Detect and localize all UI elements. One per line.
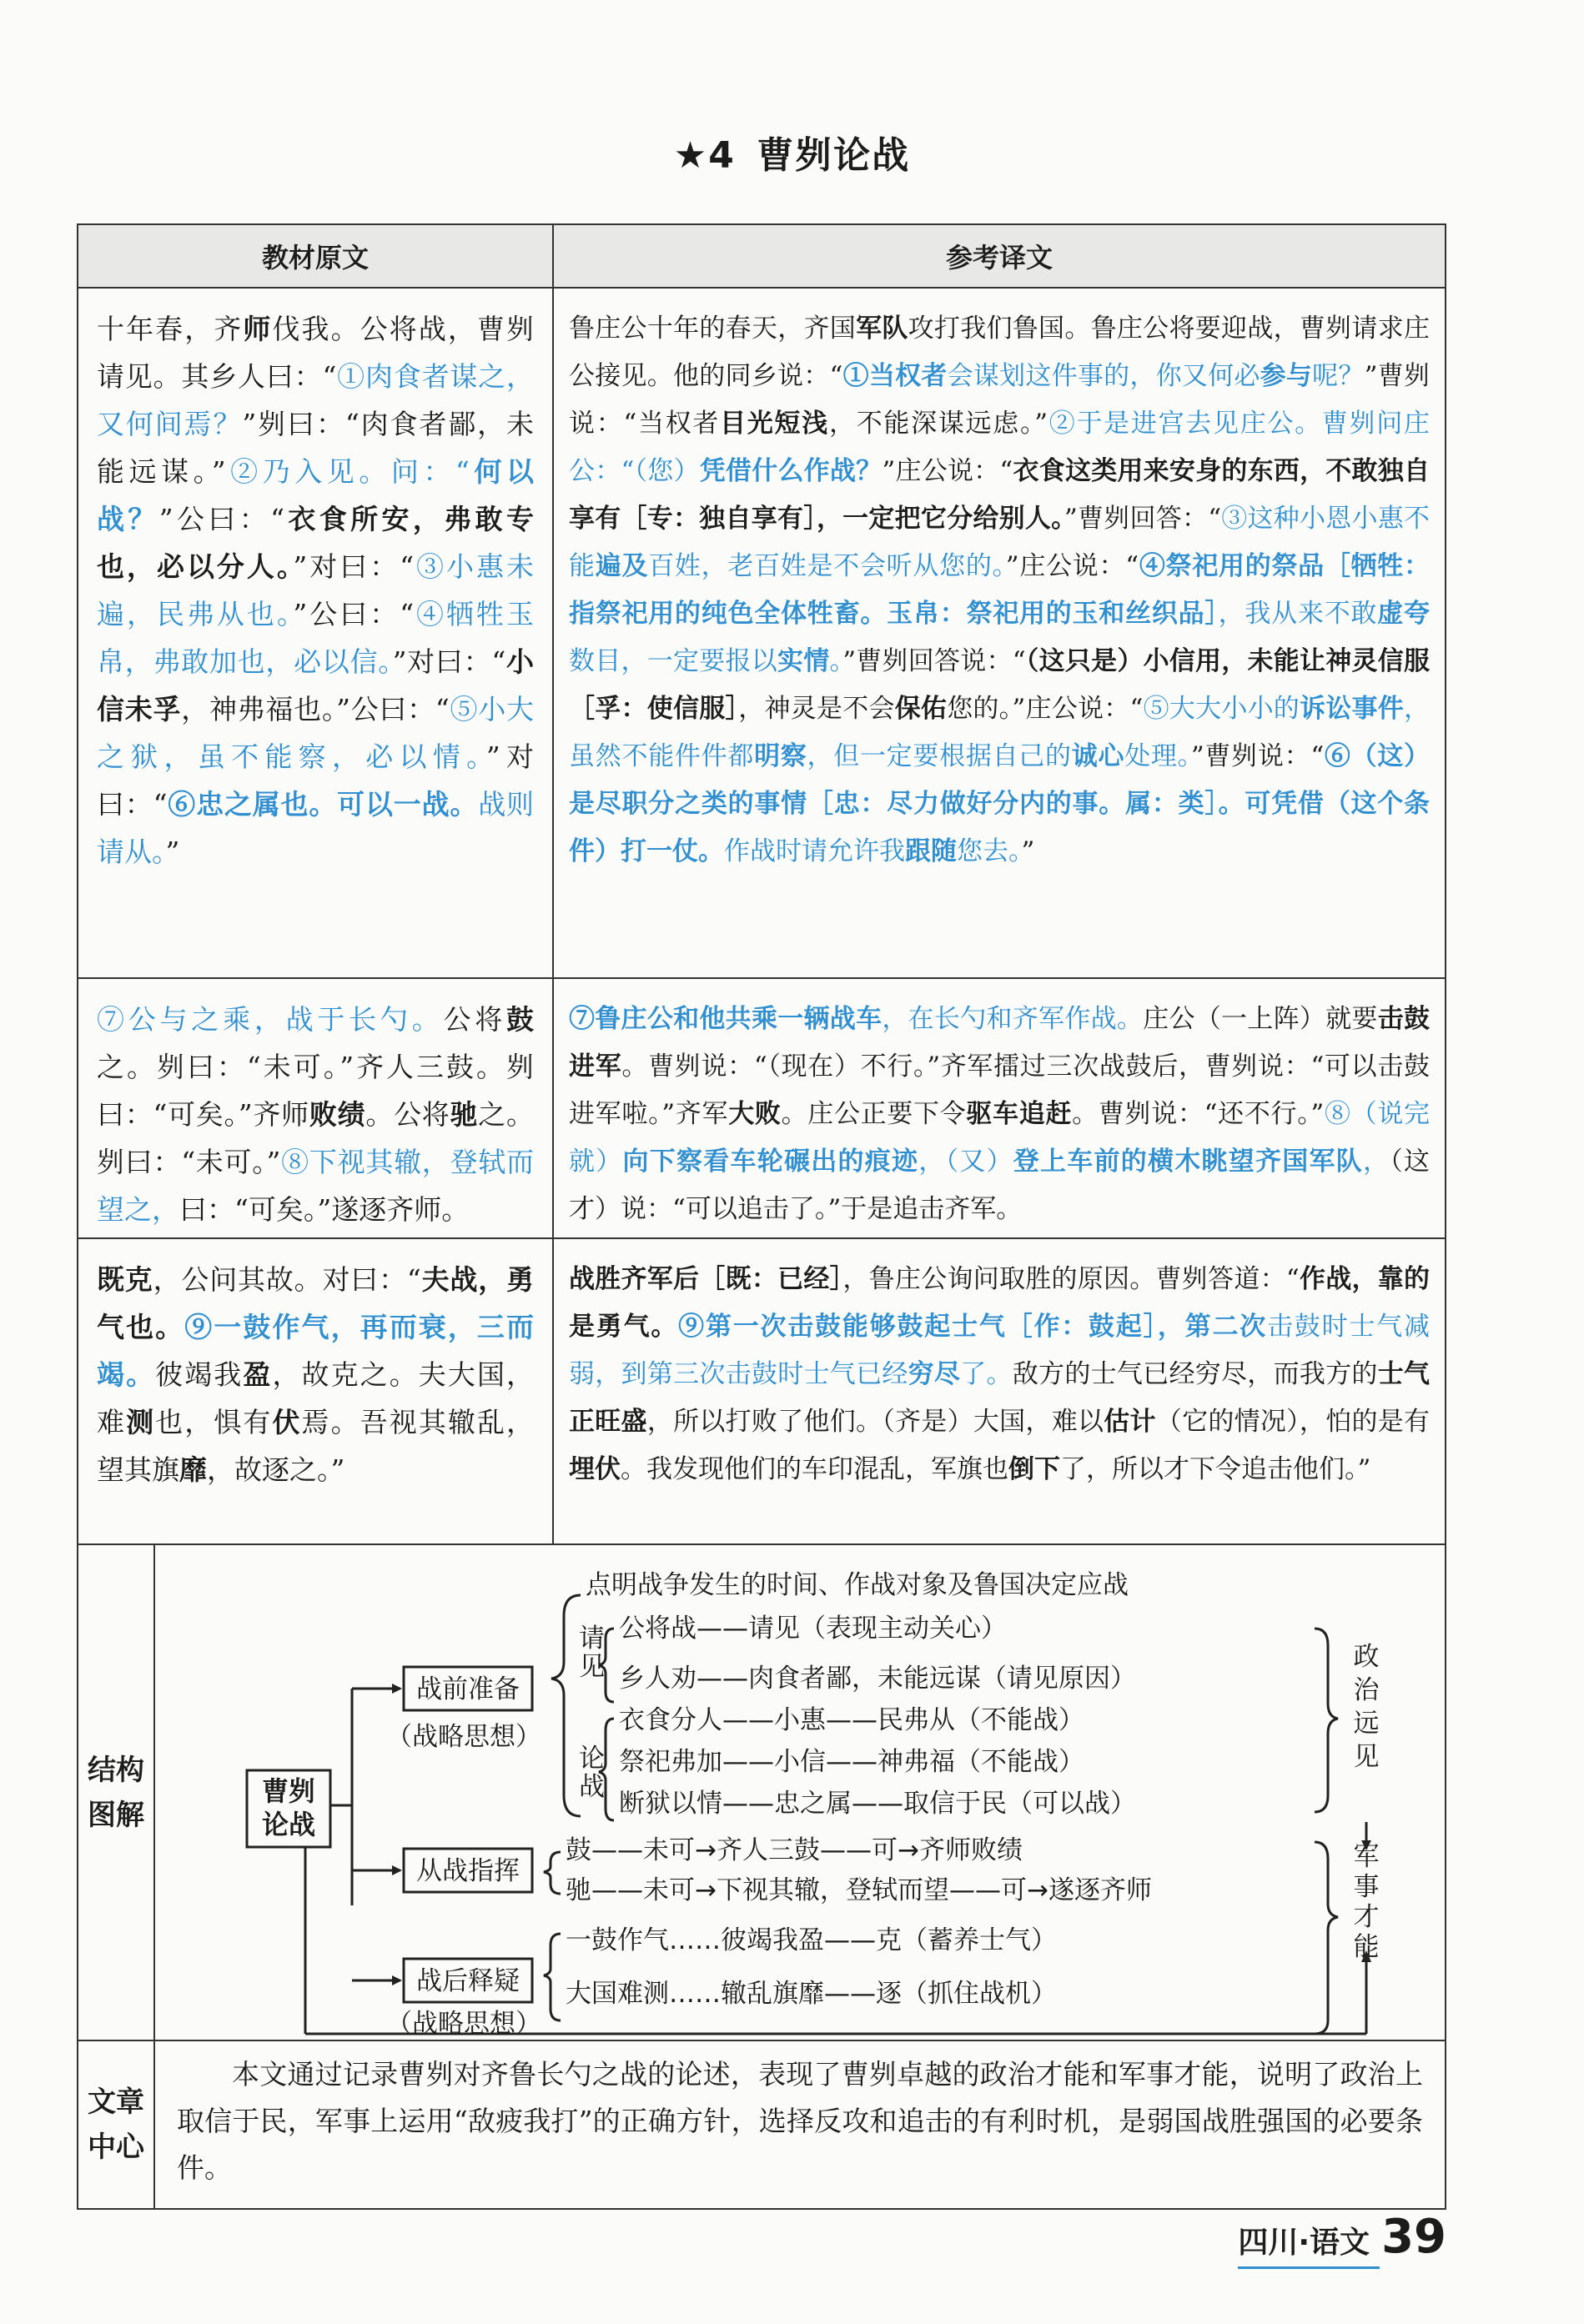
footer-underline [1238, 2266, 1380, 2269]
text-segment: ，所以打败了他们。（齐是）大国，难以 [646, 1407, 1104, 1437]
structure-label: 结构图解 [78, 1545, 155, 2040]
content-table [77, 223, 1446, 2210]
text-segment: 参与 [1260, 361, 1313, 391]
text-segment: 靡 [179, 1453, 207, 1486]
text-segment: 彼竭我 [155, 1358, 244, 1391]
text-segment: ⑧下视其辙，登轼而望之， [97, 1146, 534, 1226]
root-line1: 曹刿 [261, 1775, 316, 1807]
header-translation: 参考译文 [945, 242, 1053, 274]
text-segment: ”庄公说：“ [882, 456, 1013, 486]
military-char: 能 [1353, 1932, 1380, 1962]
text-segment: 凭借什么作战？ [699, 456, 883, 486]
text-segment: ”对曰：“ [392, 645, 506, 678]
text-segment: ⑤小大之狱，虽不能察，必以情。 [97, 693, 534, 773]
passage-row-3 [78, 1239, 1445, 1545]
lunzhan-item-1: 衣食分人——小惠——民弗从（不能战） [619, 1705, 1084, 1735]
text-segment: 穷尽 [908, 1359, 961, 1389]
text-segment: 诉讼事件 [1300, 694, 1405, 724]
original-text-2 [78, 979, 554, 1237]
text-segment: 估计 [1104, 1407, 1156, 1437]
table-header [78, 225, 1445, 289]
text-segment: 向下察看车轮碾出的痕迹 [622, 1147, 919, 1177]
title-text: 曹刿论战 [757, 134, 911, 177]
text-segment: 倒下 [1008, 1454, 1060, 1484]
text-segment: 测 [126, 1406, 156, 1438]
lunzhan-item-3: 断狱以情——忠之属——取信于民（可以战） [619, 1789, 1136, 1819]
page-title [0, 125, 1584, 178]
text-segment: 小信未孚 [97, 645, 534, 725]
center-label: 文章中心 [78, 2041, 155, 2208]
text-segment: ⑨一鼓作气，再而衰，三而竭。 [97, 1311, 535, 1391]
text-segment: ④祭祀用的祭品［牺牲：指祭祀用的纯色全体牲畜。玉帛：祭祀用的玉和丝织品］ [569, 551, 1431, 629]
text-segment: 之。刿曰：“未可。”齐人三鼓。刿曰：“可矣。”齐师 [97, 1051, 534, 1131]
translation-text-3 [554, 1239, 1445, 1543]
text-segment: 也，惧有 [155, 1406, 273, 1438]
text-segment: 埋伏 [569, 1454, 621, 1484]
text-segment: 遍及 [595, 551, 649, 581]
politics-char: 远 [1353, 1709, 1380, 1739]
text-segment: ，我从来不敢 [1218, 599, 1378, 629]
text-segment: ，故克之。夫大国，难 [97, 1358, 535, 1438]
politics-vertical [1354, 1642, 1380, 1772]
page-number: 39 [1381, 2210, 1446, 2264]
text-segment: ，神弗福也。”公曰：“ [181, 693, 450, 725]
title-number: ★4 [673, 134, 736, 177]
text-segment: ，在长勺和齐军作战。 [882, 1004, 1144, 1034]
text-segment: ⑦公与之乘，战于长勺。 [97, 1003, 444, 1036]
text-segment: ”对曰：“ [97, 740, 535, 821]
text-segment: ，不能深谋远虑。” [828, 409, 1048, 439]
politics-char: 政 [1353, 1642, 1380, 1672]
text-segment: ⑧（说完就） [569, 1099, 1431, 1177]
text-segment: ”刿曰：“肉食者鄙，未能远谋。” [97, 408, 534, 488]
text-segment: 焉。吾视其辙乱，望其旗 [97, 1406, 535, 1486]
text-segment: 。公将 [365, 1098, 450, 1131]
after-item-2: 大国难测……辙乱旗靡——逐（抓住战机） [566, 1979, 1057, 2009]
original-text-3 [78, 1239, 554, 1543]
text-segment: 实情 [777, 646, 830, 676]
military-char: 事 [1353, 1872, 1380, 1902]
text-segment: 曰：“可矣。”遂逐齐师。 [179, 1193, 470, 1226]
text-segment: 师 [243, 313, 273, 345]
qingjian-item-1: 公将战——请见（表现主动关心） [619, 1614, 1007, 1644]
text-segment: 击鼓时士气减弱，到第三次击鼓时士气已经 [569, 1312, 1431, 1389]
text-segment: 击鼓进军 [569, 1004, 1430, 1082]
text-segment: ，鲁庄公询问取胜的原因。曹刿答道：“ [842, 1264, 1300, 1294]
text-segment: ④牺牲玉帛，弗敢加也，必以信。 [97, 598, 535, 678]
intro-text: 点明战争发生的时间、作战对象及鲁国决定应战 [586, 1570, 1129, 1600]
text-segment: （它的情况），怕的是有 [1155, 1407, 1431, 1437]
text-segment: 军队 [856, 314, 908, 344]
structure-row [78, 1545, 1445, 2041]
text-segment: 作战时请允许我 [724, 836, 905, 866]
text-segment: 了，所以才下令追击他们。” [1060, 1454, 1371, 1484]
text-segment: ⑤大大小小的 [1143, 694, 1300, 724]
text-segment: 敌方的士气已经穷尽，而我方的 [1012, 1359, 1378, 1389]
military-char: 才 [1353, 1902, 1380, 1932]
command-item-2: 驰——未可→下视其辙，登轼而望——可→遂逐齐师 [566, 1875, 1152, 1905]
text-segment: 败绩 [309, 1098, 366, 1131]
text-segment: ，（又） [918, 1147, 1013, 1177]
military-vertical [1354, 1842, 1380, 1962]
prep-label: 战前准备 [416, 1674, 520, 1704]
text-segment: 目光短浅 [720, 409, 829, 439]
text-segment: ”曹刿说：“当权者 [569, 361, 1431, 439]
text-segment: ”对曰：“ [293, 550, 415, 583]
qingjian-item-2: 乡人劝——肉食者鄙，未能远谋（请见原因） [619, 1664, 1136, 1694]
text-segment: 攻打我们鲁国。鲁庄公将要迎战，曹刿请求庄公接见。他的同乡说：“ [569, 314, 1430, 391]
text-segment: ，神灵是不会 [738, 694, 895, 724]
text-segment: ①肉食者谋之，又何间焉？ [97, 360, 535, 440]
text-segment: 会谋划这件事的，你又何必 [947, 361, 1260, 391]
text-segment: 。曹刿说：“还不行。” [1072, 1099, 1325, 1129]
text-segment: 衣食所安，弗敢专也，必以分人。 [97, 503, 534, 583]
military-char: 军 [1353, 1842, 1380, 1872]
text-segment: 您的。”庄公说：“ [947, 694, 1144, 724]
text-segment: 百姓，老百姓是不会听从您的。 [648, 551, 1006, 581]
text-segment: 何以战？ [97, 455, 535, 535]
text-segment: ⑨第一次击鼓能够鼓起士气［作：鼓起］，第二次 [678, 1312, 1268, 1342]
text-segment: 鼓 [506, 1003, 535, 1036]
text-segment: ③小惠未遍，民弗从也。 [97, 550, 535, 630]
after-label: 战后释疑 [416, 1966, 520, 1996]
text-segment: ，故逐之。” [207, 1453, 345, 1486]
text-segment: ”庄公说：“ [1005, 551, 1139, 581]
original-text-1 [78, 289, 554, 977]
strategy-label-1: （战略思想） [386, 1722, 541, 1752]
text-segment: ②于是进宫去见庄公。曹刿问庄公：“（您） [569, 409, 1430, 486]
after-item-1: 一鼓作气……彼竭我盈——克（蓄养士气） [566, 1925, 1057, 1955]
text-segment: ⑥（这）是尽职分之类的事情［忠：尽力做好分内的事。属：类］。可凭借（这个条件）打一仗。 [569, 741, 1431, 866]
translation-text-1 [554, 289, 1445, 977]
text-segment: 驱车追赶 [966, 1099, 1073, 1129]
text-segment: （这才）说：“可以追击了。”于是追击齐军。 [569, 1147, 1430, 1224]
lunzhan-item-2: 祭祀弗加——小信——神弗福（不能战） [619, 1747, 1084, 1777]
command-item-1: 鼓——未可→齐人三鼓——可→齐师败绩 [566, 1835, 1023, 1865]
text-segment: 。庄公正要下令 [781, 1099, 967, 1129]
footer-subject: 四川·语文 [1238, 2226, 1370, 2260]
text-segment: 保佑 [894, 694, 948, 724]
root-line2: 论战 [261, 1809, 316, 1840]
text-segment: 盈 [243, 1358, 273, 1391]
text-segment: 您去。 [957, 836, 1022, 866]
text-segment: 夫战，勇气也。 [97, 1263, 535, 1343]
text-segment: 大败 [728, 1099, 782, 1129]
text-segment: 呢？ [1312, 361, 1365, 391]
center-text: 本文通过记录曹刿对齐鲁长勺之战的论述，表现了曹刿卓越的政治才能和军事才能，说明了政治上取信于民，军事上运用“敌疲我打”的正确方针，选择反攻和追击的有利时机，是弱国战胜强国的必要条件。 [177, 2058, 1423, 2184]
text-segment: 跟随 [905, 836, 957, 866]
politics-char: 治 [1353, 1675, 1380, 1705]
text-segment: 衣食这类用来安身的东西，不敢独自享有［专：独自享有］，一定把它分给别人。 [569, 456, 1430, 534]
text-segment: ” [1021, 836, 1035, 866]
text-segment: 了。 [960, 1359, 1013, 1389]
text-segment: 之。刿曰：“未可。” [97, 1098, 534, 1178]
text-segment: 士气正旺盛 [569, 1359, 1430, 1437]
command-label: 从战指挥 [416, 1856, 520, 1886]
text-segment: ”曹刿回答：“ [1064, 504, 1222, 534]
text-segment: 驰 [450, 1098, 479, 1131]
text-segment: 。我发现他们的车印混乱，军旗也 [621, 1454, 1008, 1484]
text-segment: ， [1363, 1147, 1390, 1177]
text-segment: ”曹刿回答说：“ [842, 646, 1026, 676]
text-segment: 战胜齐军后［既：已经］ [569, 1264, 843, 1294]
page-footer [1238, 2210, 1446, 2264]
text-segment: ，虽然不能件件都 [569, 694, 1431, 771]
lunzhan-1: 论 [579, 1744, 605, 1774]
qingjian-1: 请 [579, 1624, 605, 1654]
header-original: 教材原文 [78, 225, 554, 287]
text-segment: ①当权者 [842, 361, 948, 391]
structure-diagram [155, 1545, 1445, 2040]
text-segment: 数目，一定要报以 [569, 646, 777, 676]
text-segment: ，公问其故。对曰：“ [153, 1263, 421, 1296]
text-segment: ”公曰：“ [158, 503, 284, 535]
passage-row-1 [78, 289, 1445, 979]
structure-svg [155, 1545, 1446, 2041]
text-segment: 登上车前的横木眺望齐国军队 [1013, 1147, 1363, 1177]
strategy-label-2: （战略思想） [386, 2009, 541, 2039]
translation-text-2 [554, 979, 1445, 1237]
lunzhan-2: 战 [579, 1772, 605, 1802]
passage-row-2 [78, 979, 1445, 1239]
text-segment: 伏 [272, 1406, 302, 1438]
text-segment: 既克 [97, 1263, 153, 1296]
politics-char: 见 [1353, 1742, 1380, 1772]
text-segment: 伐我。公将战，曹刿请见。其乡人曰：“ [97, 313, 535, 393]
text-segment: ，但一定要根据自己的 [807, 741, 1072, 771]
text-segment: ③这种小恩小惠不能 [569, 504, 1431, 581]
text-segment: ” [165, 836, 180, 868]
qingjian-2: 见 [579, 1652, 605, 1682]
text-segment: 庄公（一上阵）就要 [1143, 1004, 1378, 1034]
text-segment: 明察 [754, 741, 807, 771]
center-row [78, 2041, 1445, 2208]
text-segment: （这只是）小信用，未能让神灵信服［孚：使信服］ [569, 646, 1431, 724]
text-segment: 鲁庄公十年的春天，齐国 [569, 314, 857, 344]
text-segment: 。 [829, 646, 843, 676]
text-segment: 作战，靠的是勇气。 [569, 1264, 1431, 1342]
text-segment: 公将 [443, 1003, 507, 1036]
text-segment: 虚夸 [1377, 599, 1430, 629]
text-segment: 十年春，齐 [97, 313, 244, 345]
text-segment: 处理。 [1124, 741, 1191, 771]
text-segment: ⑦鲁庄公和他共乘一辆战车 [569, 1004, 883, 1034]
text-segment: 。曹刿说：“（现在）不行。”齐军擂过三次战鼓后，曹刿说：“可以击鼓进军啦。”齐军 [569, 1052, 1431, 1129]
text-segment: ”曹刿说：“ [1190, 741, 1325, 771]
text-segment: ②乃入见。问：“ [225, 455, 470, 488]
text-segment: 诚心 [1071, 741, 1125, 771]
text-segment: 战则请从。 [97, 788, 535, 868]
text-segment: ⑥忠之属也。可以一战。 [167, 788, 479, 821]
text-segment: ”公曰：“ [293, 598, 415, 630]
